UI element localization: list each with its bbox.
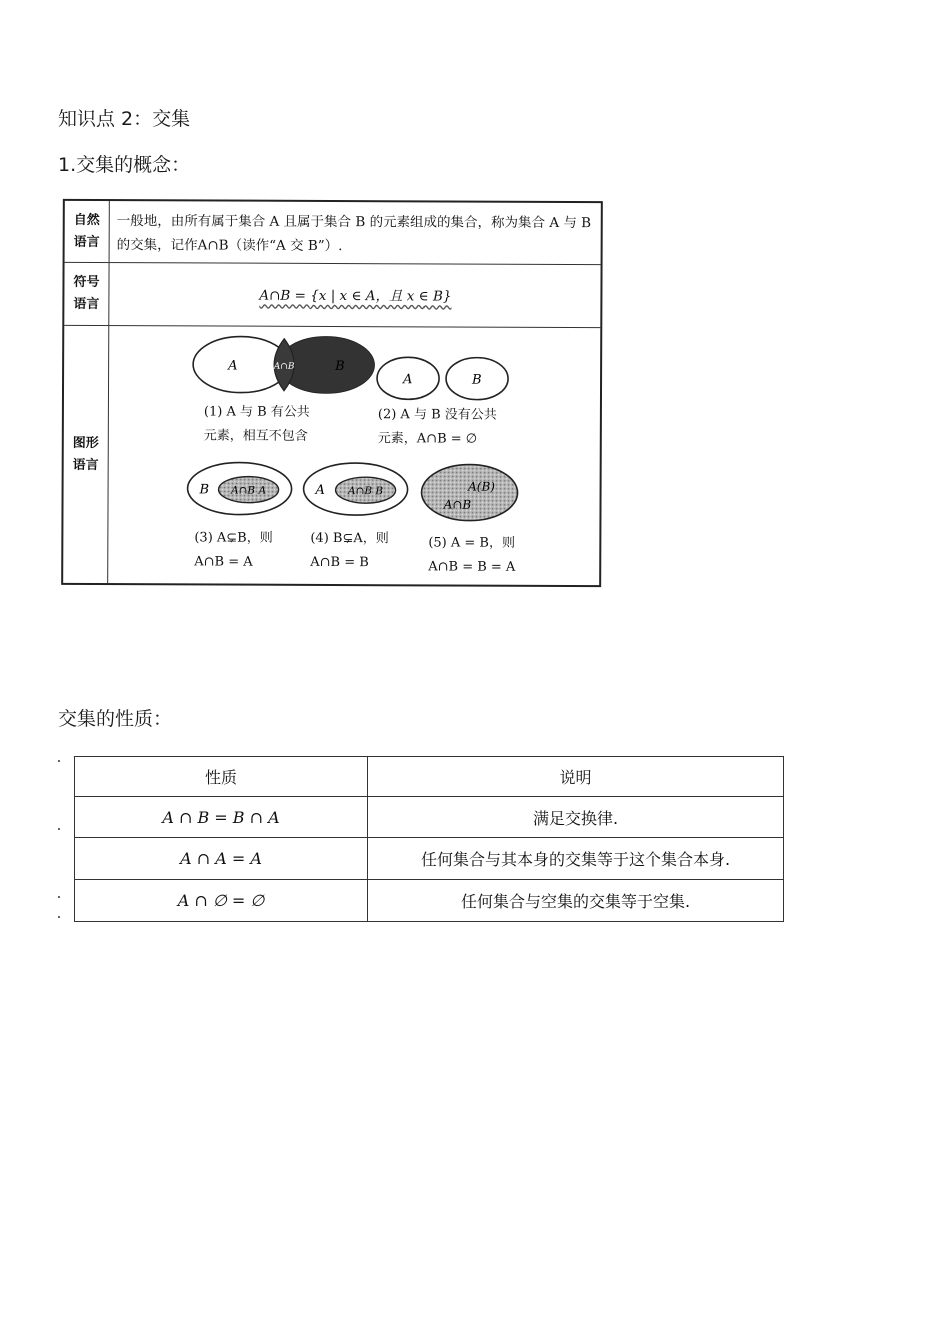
label-a: A	[315, 482, 325, 498]
label-a-b: A(B)	[468, 479, 496, 494]
natural-language-text: 一般地，由所有属于集合 A 且属于集合 B 的元素组成的集合，称为集合 A 与 B 的交集，记作A∩B（读作“A 交 B”）.	[116, 213, 592, 255]
label-line: 语言	[72, 457, 99, 473]
label-a: A	[228, 358, 238, 374]
property-cell: A ∩ A = A	[75, 838, 368, 880]
venn-diagram-4	[303, 463, 407, 515]
properties-table	[74, 756, 784, 922]
label-line: 符号	[73, 274, 100, 290]
label-line: 图形	[72, 435, 99, 451]
graph-language-label	[63, 326, 109, 583]
symbol-language-row	[64, 263, 600, 328]
caption-line: (2) A 与 B 没有公共	[377, 407, 497, 423]
scan-dot	[58, 896, 60, 898]
header-description: 说明	[368, 757, 784, 797]
label-b: B	[335, 359, 345, 375]
caption-line: 元素，相互不包含	[203, 428, 308, 444]
label-b: B	[199, 482, 210, 498]
caption-diagram-1	[204, 400, 310, 448]
table-row	[75, 838, 784, 880]
venn-diagram-1	[193, 336, 374, 393]
symbol-language-text: A∩B = {x | x ∈ A，且 x ∈ B}	[259, 287, 452, 305]
natural-language-label	[65, 201, 110, 262]
caption-line: A∩B = A	[194, 554, 253, 570]
scan-dot	[58, 916, 60, 918]
property-cell: A ∩ ∅ = ∅	[75, 880, 368, 922]
description-cell: 任何集合与其本身的交集等于这个集合本身.	[368, 838, 784, 880]
caption-line: (4) B⊊A，则	[310, 530, 389, 547]
property-cell: A ∩ B = B ∩ A	[75, 796, 368, 838]
table-header-row	[75, 757, 784, 797]
graph-language-row	[63, 326, 600, 585]
label-line: 自然	[73, 212, 100, 228]
table-row	[75, 796, 784, 838]
caption-line: (1) A 与 B 有公共	[203, 404, 310, 420]
venn-diagram-2	[377, 357, 508, 400]
caption-diagram-2	[378, 403, 497, 452]
caption-diagram-4	[310, 527, 389, 575]
natural-language-row	[65, 201, 601, 265]
label-line: 语言	[73, 234, 100, 250]
header-property: 性质	[75, 757, 368, 797]
caption-line: A∩B = B = A	[428, 559, 516, 575]
caption-line: 元素，A∩B = ∅	[377, 431, 478, 447]
concept-table	[61, 199, 603, 587]
scan-dot	[58, 828, 60, 830]
symbol-language-label	[64, 263, 109, 325]
caption-diagram-3	[194, 526, 273, 574]
label-intersection: A∩B A	[231, 484, 267, 497]
section-heading-intersection: 知识点 2：交集	[58, 108, 191, 130]
caption-line: (3) A⊊B，则	[194, 530, 273, 546]
description-cell: 满足交换律.	[368, 796, 784, 838]
label-b: B	[472, 372, 482, 388]
label-line: 语言	[73, 296, 100, 312]
subsection-heading-properties: 交集的性质：	[58, 708, 173, 730]
table-row	[75, 880, 784, 922]
caption-diagram-5	[428, 531, 515, 579]
caption-line: A∩B = B	[310, 554, 369, 571]
subsection-heading-concept: 1.交集的概念：	[58, 154, 191, 176]
venn-diagram-5	[421, 464, 517, 520]
label-intersection: A∩B B	[347, 485, 384, 498]
description-cell: 任何集合与空集的交集等于空集.	[368, 880, 784, 922]
scan-dot	[58, 760, 60, 762]
caption-line: (5) A = B，则	[428, 535, 516, 551]
label-intersection: A∩B	[443, 497, 472, 512]
venn-diagram-3	[187, 462, 291, 514]
label-intersection: A∩B	[273, 361, 295, 372]
label-a: A	[403, 372, 413, 388]
